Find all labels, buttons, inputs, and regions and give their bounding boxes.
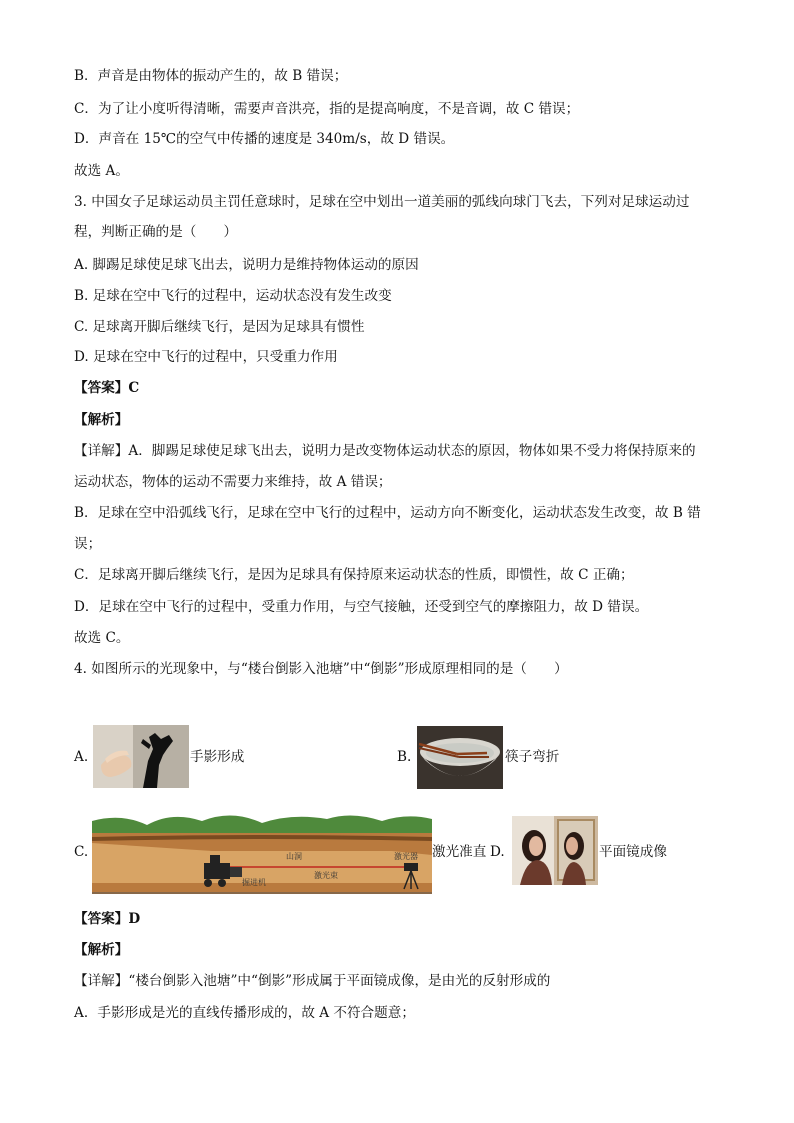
answer-label: 【答案】D (74, 911, 141, 927)
question-3-option-d: D. 足球在空中飞行的过程中，只受重力作用 (74, 349, 338, 365)
option-a-letter: A. (74, 749, 89, 765)
text-line: 故选 C。 (74, 630, 130, 646)
question-4-stem: 4. 如图所示的光现象中，与“楼台倒影入池塘”中“倒影”形成原理相同的是（ ） (74, 661, 568, 677)
option-d-letter: D. (490, 844, 505, 860)
text-line: D．足球在空中飞行的过程中，受重力作用，与空气接触，还受到空气的摩擦阻力，故 D 错误。 (74, 599, 649, 615)
text-line: C．为了让小度听得清晰，需要声音洪亮，指的是提高响度，不是音调，故 C 错误； (74, 101, 580, 117)
laser-tunnel-diagram (92, 807, 432, 894)
beam-label: 激光束 (314, 871, 338, 880)
option-c-caption: 激光准直 (432, 844, 487, 860)
option-c-letter: C. (74, 844, 89, 860)
text-line: 运动状态，物体的运动不需要力来维持，故 A 错误； (74, 474, 392, 490)
text-line: 故选 A。 (74, 163, 129, 179)
question-3-option-a: A. 脚踢足球使足球飞出去，说明力是维持物体运动的原因 (74, 257, 419, 273)
text-line: 【详解】“楼台倒影入池塘”中“倒影”形成属于平面镜成像，是由光的反射形成的 (74, 973, 551, 989)
analysis-label: 【解析】 (74, 942, 129, 958)
option-a-caption: 手影形成 (190, 749, 245, 765)
question-3-stem-cont: 程，判断正确的是（ ） (74, 224, 238, 240)
laser-label: 激光器 (394, 852, 418, 861)
text-line: A．手影形成是光的直线传播形成的，故 A 不符合题意； (74, 1005, 415, 1021)
text-line: B．足球在空中沿弧线飞行，足球在空中飞行的过程中，运动方向不断变化，运动状态发生改变，故 B 错 (74, 505, 701, 521)
text-line: B．声音是由物体的振动产生的，故 B 错误； (74, 68, 348, 84)
chopsticks-bowl-image (417, 726, 503, 789)
text-line: 误； (74, 536, 102, 552)
question-3-option-b: B. 足球在空中飞行的过程中，运动状态没有发生改变 (74, 288, 392, 304)
hand-shadow-image (93, 725, 189, 788)
question-3-stem: 3. 中国女子足球运动员主罚任意球时，足球在空中划出一道美丽的弧线向球门飞去，下列对足球运动过 (74, 194, 690, 210)
option-b-letter: B. (397, 749, 412, 765)
option-b-caption: 筷子弯折 (505, 749, 560, 765)
text-line: D．声音在 15℃的空气中传播的速度是 340m/s，故 D 错误。 (74, 131, 455, 147)
answer-label: 【答案】C (74, 380, 140, 396)
cave-label: 山洞 (286, 852, 302, 861)
analysis-label: 【解析】 (74, 412, 129, 428)
tbm-label: 掘进机 (242, 878, 266, 887)
question-3-option-c: C. 足球离开脚后继续飞行，是因为足球具有惯性 (74, 319, 365, 335)
text-line: 【详解】A．脚踢足球使足球飞出去，说明力是改变物体运动状态的原因，物体如果不受力将保持原来的 (74, 443, 696, 459)
mirror-image (512, 816, 598, 885)
option-d-caption: 平面镜成像 (599, 844, 667, 860)
text-line: C．足球离开脚后继续飞行，是因为足球具有保持原来运动状态的性质，即惯性，故 C 正确； (74, 567, 634, 583)
